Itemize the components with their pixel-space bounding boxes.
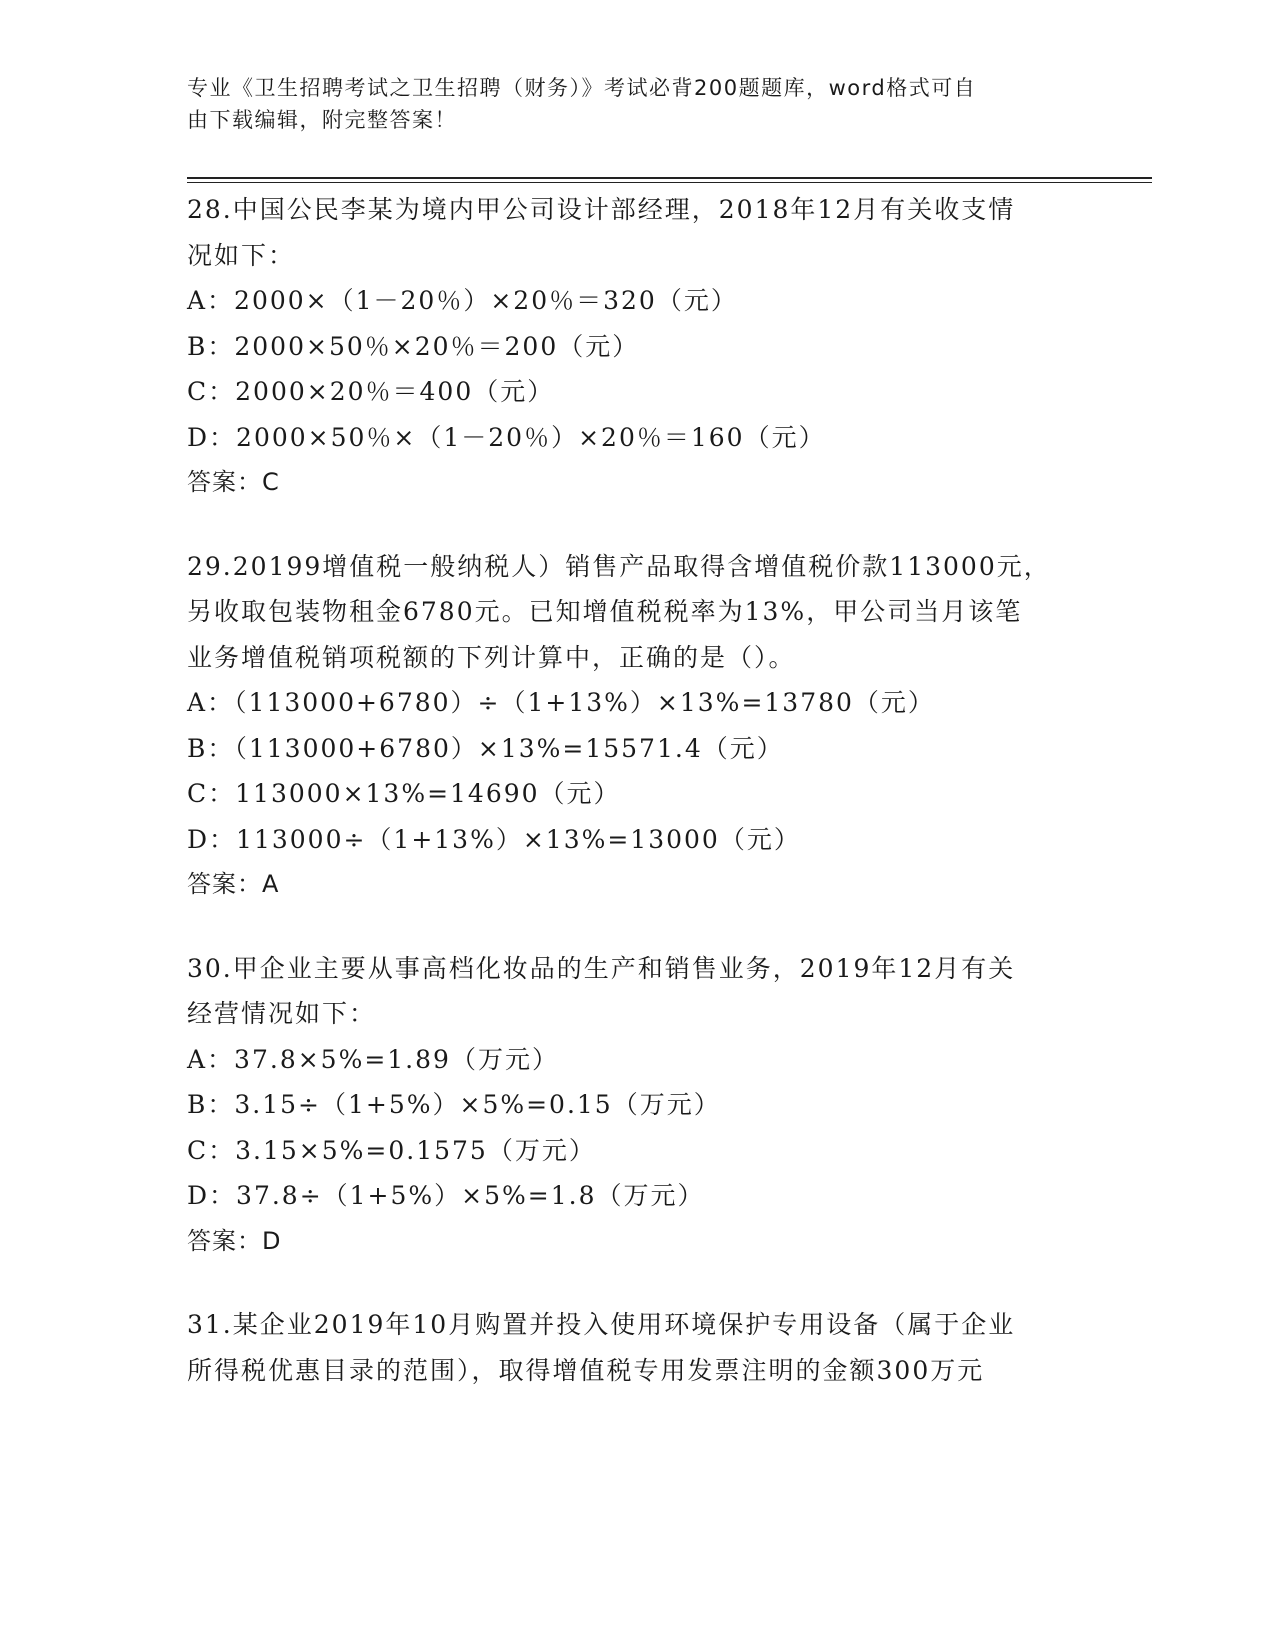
question-stem-line: 29.20199增值税一般纳税人）销售产品取得含增值税价款113000元， — [187, 551, 1051, 581]
document-header — [187, 72, 1067, 136]
question-stem-line: 况如下： — [187, 240, 296, 270]
question-list — [187, 187, 1087, 1431]
header-divider-thin — [187, 182, 1152, 183]
question-stem-line: 30.甲企业主要从事高档化妆品的生产和销售业务，2019年12月有关 — [187, 953, 1016, 983]
question-stem-line: 28.中国公民李某为境内甲公司设计部经理，2018年12月有关收支情 — [187, 195, 1016, 224]
option-b: B：（113000+6780）×13%=15571.4（元） — [187, 733, 784, 763]
option-c: C：113000×13%=14690（元） — [187, 779, 621, 808]
question-stem-line: 所得税优惠目录的范围），取得增值税专用发票注明的金额300万元 — [187, 1355, 985, 1385]
question-stem-line: 另收取包装物租金6780元。已知增值税税率为13%，甲公司当月该笔 — [187, 597, 1023, 626]
question-31 — [187, 1302, 1087, 1393]
option-c: C：2000×20％＝400（元） — [187, 377, 555, 406]
option-a: A：（113000+6780）÷（1+13%）×13%=13780（元） — [187, 688, 935, 717]
option-a: A：37.8×5%=1.89（万元） — [187, 1044, 559, 1074]
option-d: D：2000×50％×（1－20％）×20％＝160（元） — [187, 422, 826, 452]
question-29 — [187, 544, 1087, 908]
question-28 — [187, 187, 1087, 506]
option-d: D：113000÷（1+13%）×13%=13000（元） — [187, 824, 801, 854]
header-line-1: 专业《卫生招聘考试之卫生招聘（财务）》考试必背200题题库，word格式可自 — [187, 76, 977, 100]
question-stem-line: 经营情况如下： — [187, 999, 377, 1028]
option-b: B：3.15÷（1+5%）×5%=0.15（万元） — [187, 1090, 721, 1119]
question-stem-line: 业务增值税销项税额的下列计算中，正确的是（）。 — [187, 642, 796, 672]
answer: 答案：D — [187, 1226, 282, 1255]
option-a: A：2000×（1－20％）×20％＝320（元） — [187, 286, 738, 315]
question-stem-line: 31.某企业2019年10月购置并投入使用环境保护专用设备（属于企业 — [187, 1310, 1016, 1339]
answer: 答案：A — [187, 870, 280, 898]
option-d: D：37.8÷（1+5%）×5%=1.8（万元） — [187, 1181, 705, 1210]
question-30 — [187, 946, 1087, 1265]
option-c: C：3.15×5%=0.1575（万元） — [187, 1135, 596, 1165]
header-line-2: 由下载编辑，附完整答案！ — [187, 108, 457, 132]
header-divider-thick — [187, 177, 1152, 179]
option-b: B：2000×50％×20％＝200（元） — [187, 331, 640, 361]
answer: 答案：C — [187, 468, 280, 496]
